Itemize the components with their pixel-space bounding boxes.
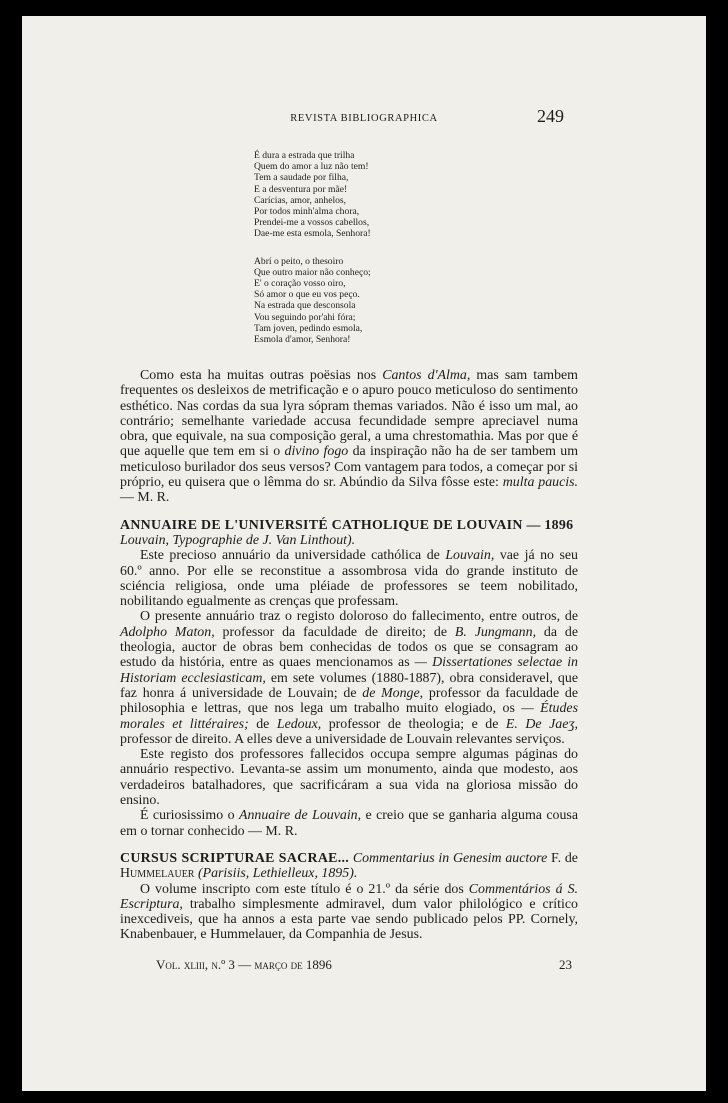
text-run: mas sam tambem frequentes os desleixos de metrificação e o apuro pouco meticuloso do sentimento esthético. Nas cordas da sua lyra sópram themas variados. Não é isso um mal, ao contrário; semelhante variedade accusa fecundidade sempre apreciavel numa obra, que equivale, na sua composição geral, a uma chrestomathia. Mas por que é que aquelle que tem em si o (120, 368, 578, 460)
signature-mark: 23 (559, 957, 572, 972)
poem-verse: Vou seguindo por'ahi fóra; (254, 311, 356, 323)
text-run: professor de direito. A elles deve a universidade de Louvain relevantes serviços. (120, 731, 565, 747)
poem-verse: E a desventura por mãe! (254, 183, 348, 195)
review-heading (120, 851, 578, 882)
paragraph (120, 609, 578, 747)
poem-verse: Só amor o que eu vos peço. (254, 289, 360, 301)
page-number: 249 (537, 106, 564, 126)
review-annuaire (120, 518, 578, 839)
text-run: O presente annuário traz o registo doloroso do fallecimento, entre outros, de (140, 609, 578, 625)
text-run: Este precioso annuário da universidade cathólica de (140, 548, 446, 564)
page (22, 16, 706, 1091)
text-run: professor da faculdade de philosophia e lettras, que nos lega um trabalho muito elogiado, os (120, 685, 578, 717)
text-run: trabalho simplesmente admiravel, dum valor philológico e crítico inexcediveis, que ha annos a esta parte vae sendo publicado pelos PP. Cornely, Knabenbauer, e Hummelauer, da Companhia de Jesus. (120, 896, 578, 943)
motto: multa paucis. (502, 475, 578, 491)
poem-verse: Tem a saudade por filha, (254, 172, 349, 184)
page-header (22, 106, 706, 130)
poem-verse: E' o coração vosso oiro, (254, 278, 346, 290)
poem-verse: Na estrada que desconsola (254, 300, 356, 312)
person-name: de Monge, (362, 685, 424, 701)
person-name: Ledoux, (276, 716, 322, 732)
paragraph (120, 882, 578, 943)
poem-verse: Tam joven, pedindo esmola, (254, 322, 363, 334)
title-text: Commentarius in Genesim auctore (349, 850, 548, 866)
heading-text: ANNUAIRE DE L'UNIVERSITÉ CATHOLIQUE DE LOUVAIN — 1896 (120, 517, 574, 533)
text-run: É curiosissimo o (140, 808, 239, 824)
review-cursus (120, 851, 578, 943)
text-run: Como esta ha muitas outras poësias nos (140, 368, 383, 383)
paragraph (120, 548, 578, 609)
poem-verse: É dura a estrada que trilha (254, 150, 355, 161)
text-run: e creio que se ganharia alguma cousa em o tornar conhecido — M. R. (120, 808, 578, 839)
emphasis: divino fogo (284, 444, 349, 460)
page-footer (156, 957, 572, 973)
text-run: em sete volumes (1880-1887), obra consideravel, que faz honra á universidade de Louvain; de (120, 670, 578, 701)
imprint-text: (Parisiis, Lethielleux, 1895). (194, 866, 358, 882)
issue-line: Vol. xliii, n.º 3 — março de 1896 (156, 957, 332, 972)
poem-verse: Por todos minh'alma chora, (254, 206, 360, 218)
paragraph (120, 808, 578, 839)
poem (254, 150, 371, 361)
author-name: Hummelauer (120, 866, 195, 882)
body-text (120, 368, 578, 943)
text-run: professor da faculdade de direito; de (214, 624, 455, 640)
poem-verse: Dae-me esta esmola, Senhora! (254, 228, 371, 240)
review-heading (120, 518, 578, 533)
person-name: Adolpho Maton, (120, 624, 215, 640)
imprint-text: Louvain, Typographie de J. Van Linthout). (120, 532, 356, 548)
book-title: — Dissertationes selectae in Historiam ecclesiasticam, (120, 655, 578, 686)
poem-stanza (254, 150, 371, 240)
book-title: Cantos d'Alma, (382, 368, 471, 383)
poem-verse: Prendei-me a vossos cabellos, (254, 217, 370, 229)
person-name: B. Jungmann, (454, 624, 537, 640)
poem-verse: Esmola d'amor, Senhora! (254, 334, 351, 346)
person-name: E. De Jaeʒ, (505, 716, 578, 732)
text-run: da inspiração não ha de ser tambem um meticuloso burilador dos seus versos? Com vantagem para todos, a começar por si próprio, eu quisera que o lêmma do sr. Abúndio da Silva fôsse este: (120, 444, 578, 491)
signature: — M. R. (120, 490, 170, 506)
text-run: vae já no seu 60.º anno. Por elle se reconstitue a assombrosa vida do grande instituto de sciéncia religiosa, onde uma pléiade de professores se teem nobilitado, nobilitando egualmente as crenças que professam. (120, 548, 578, 610)
review-cantos-paragraph (120, 368, 578, 506)
text-run: professor de theologia; e de (321, 716, 506, 732)
poem-verse: Abrí o peito, o thesoiro (254, 255, 344, 267)
text-run: O volume inscripto com este título é o 21.º da série dos (140, 881, 469, 897)
poem-verse: Carícias, amor, anhelos, (254, 194, 347, 206)
paragraph: Este registo dos professores fallecidos occupa sempre algumas páginas do annuário respectivo. Levanta-se assim um monumento, ainda que modesto, aos verdadeiros batalhadores, que sacrificáram a sua vida na gloriosa missão do ensino. (120, 747, 578, 809)
title-text: F. de (547, 850, 578, 866)
heading-text: CURSUS SCRIPTURAE SACRAE... (120, 850, 350, 866)
book-title: Annuaire de Louvain, (238, 808, 362, 824)
emphasis: Louvain, (445, 548, 495, 564)
running-title: REVISTA BIBLIOGRAPHICA (290, 113, 438, 124)
poem-stanza (254, 256, 371, 346)
poem-verse: Que outro maior não conheço; (254, 266, 371, 278)
imprint (120, 533, 578, 548)
text-run: da de theologia, auctor de obras bem conhecidas de todos os que se consagram ao estudo da história, entre as quaes mencionamos as (120, 624, 578, 671)
book-title: — Études morales et littéraires; (120, 701, 578, 732)
poem-verse: Quem do amor a luz não tem! (254, 161, 369, 173)
text-run: de (248, 716, 277, 732)
book-title: Commentários á S. Escriptura, (120, 881, 578, 912)
